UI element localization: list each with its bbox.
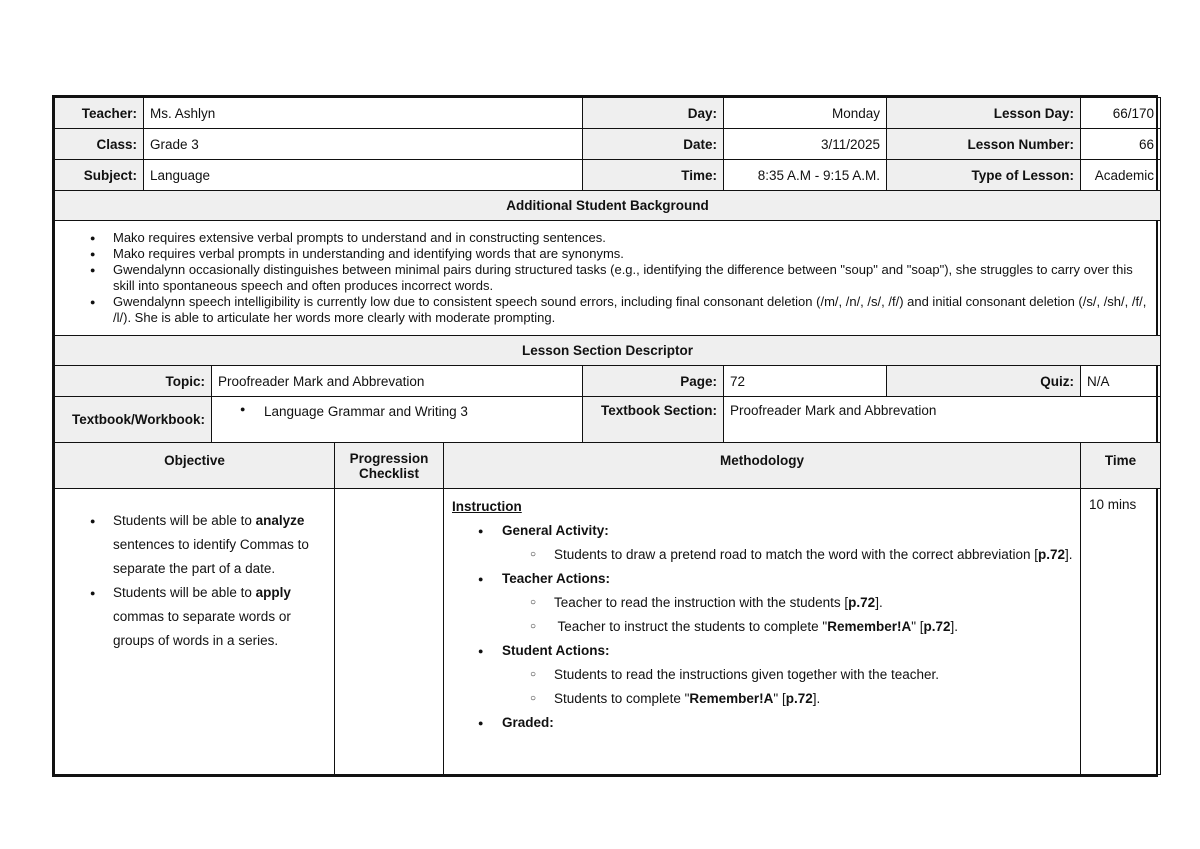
list-item <box>502 519 1074 567</box>
textbook-table <box>54 396 1161 443</box>
lesson-number-value: 66 <box>1081 129 1161 160</box>
textbook-label: Textbook/Workbook: <box>55 397 212 443</box>
lesson-info-table <box>54 97 1161 366</box>
methodology-list <box>452 519 1074 735</box>
list-item <box>502 567 1074 639</box>
background-row <box>55 221 1161 336</box>
list-item: ○ Students to read the instructions given together with the teacher. <box>554 663 1074 687</box>
objective-cell <box>55 489 335 775</box>
activity-ref: Remember!A <box>689 691 774 706</box>
progression-cell <box>335 489 444 775</box>
objective-header: Objective <box>55 443 335 489</box>
date-value: 3/11/2025 <box>724 129 887 160</box>
page-ref: p.72 <box>848 595 876 610</box>
topic-row <box>55 366 1161 397</box>
textbook-row <box>55 397 1161 443</box>
list-item <box>554 591 1074 615</box>
day-label: Day: <box>583 98 724 129</box>
list-item <box>113 509 324 581</box>
student-actions-list <box>502 663 1074 711</box>
teacher-actions-list <box>502 591 1074 639</box>
section-value: Proofreader Mark and Abbrevation <box>724 397 1161 443</box>
item-text: " [ <box>911 619 924 634</box>
teacher-label: Teacher: <box>55 98 144 129</box>
list-item: ● Mako requires verbal prompts in understanding and identifying words that are synonyms. <box>113 246 1152 262</box>
quiz-value: N/A <box>1081 366 1161 397</box>
general-activity-label: General Activity: <box>502 523 609 538</box>
list-item <box>113 581 324 653</box>
list-item: ● Gwendalynn speech intelligibility is currently low due to consistent speech sound errors, including final consonant deletion (/m/, /n/, /s/, /f/) and initial consonant deletion (/s/, /sh/, /f/, /l/). She is able to articulate her words more clearly with moderate prompting. <box>113 294 1152 326</box>
list-item: ● Gwendalynn occasionally distinguishes between minimal pairs during structured tasks (e.g., identifying the difference between "soup" and "soap"), she struggles to carry over this skill into spontaneous speech and often produces incorrect words. <box>113 262 1152 294</box>
plan-body-row <box>55 489 1161 775</box>
topic-label: Topic: <box>55 366 212 397</box>
lesson-day-value: 66/170 <box>1081 98 1161 129</box>
student-actions-label: Student Actions: <box>502 643 610 658</box>
page-ref: p.72 <box>1038 547 1066 562</box>
objective-verb: analyze <box>255 513 305 528</box>
list-item <box>502 639 1074 711</box>
lesson-number-label: Lesson Number: <box>887 129 1081 160</box>
background-title: Additional Student Background <box>55 191 1161 221</box>
class-row <box>55 129 1161 160</box>
activity-ref: Remember!A <box>827 619 912 634</box>
class-label: Class: <box>55 129 144 160</box>
item-text: " [ <box>773 691 786 706</box>
objective-text: Students will be able to <box>113 513 256 528</box>
plan-table <box>54 442 1161 775</box>
descriptor-title: Lesson Section Descriptor <box>55 336 1161 366</box>
type-value: Academic <box>1081 160 1161 191</box>
item-text: ]. <box>812 691 821 706</box>
graded-label: Graded: <box>502 715 554 730</box>
item-text: Teacher to instruct the students to complete " <box>554 619 828 634</box>
lesson-day-label: Lesson Day: <box>887 98 1081 129</box>
objective-list <box>55 489 334 653</box>
date-label: Date: <box>583 129 724 160</box>
time-value: 8:35 A.M - 9:15 A.M. <box>724 160 887 191</box>
item-text: ]. <box>950 619 959 634</box>
item-text: Students to complete " <box>554 691 690 706</box>
methodology-cell <box>444 489 1081 775</box>
descriptor-header-row <box>55 336 1161 366</box>
methodology-content <box>444 489 1080 735</box>
page-ref: p.72 <box>785 691 813 706</box>
objective-verb: apply <box>255 585 291 600</box>
list-item: ● Mako requires extensive verbal prompts to understand and in constructing sentences. <box>113 230 1152 246</box>
time-allocation: 10 mins <box>1081 489 1161 775</box>
page-label: Page: <box>583 366 724 397</box>
list-item <box>554 543 1074 567</box>
textbook-value: ● Language Grammar and Writing 3 <box>264 404 582 419</box>
textbook-list <box>212 404 582 419</box>
objective-text: sentences to identify Commas to separate the part of a date. <box>113 537 309 576</box>
class-value: Grade 3 <box>144 129 583 160</box>
instruction-title: Instruction <box>452 499 522 514</box>
list-item <box>554 615 1074 639</box>
teacher-actions-label: Teacher Actions: <box>502 571 611 586</box>
quiz-label: Quiz: <box>887 366 1081 397</box>
type-label: Type of Lesson: <box>887 160 1081 191</box>
page-ref: p.72 <box>923 619 951 634</box>
page-value: 72 <box>724 366 887 397</box>
teacher-row <box>55 98 1161 129</box>
methodology-header: Methodology <box>444 443 1081 489</box>
general-activity-list <box>502 543 1074 567</box>
item-text: Students to draw a pretend road to match the word with the correct abbreviation [ <box>554 547 1039 562</box>
descriptor-table <box>54 365 1161 397</box>
progression-header: Progression Checklist <box>335 443 444 489</box>
background-cell <box>55 221 1161 336</box>
subject-row <box>55 160 1161 191</box>
topic-value: Proofreader Mark and Abbrevation <box>212 366 583 397</box>
background-header-row <box>55 191 1161 221</box>
list-item <box>502 711 1074 735</box>
textbook-cell <box>212 397 583 443</box>
plan-header-row <box>55 443 1161 489</box>
time-label: Time: <box>583 160 724 191</box>
teacher-value: Ms. Ashlyn <box>144 98 583 129</box>
objective-text: Students will be able to <box>113 585 256 600</box>
item-text: ]. <box>875 595 883 610</box>
day-value: Monday <box>724 98 887 129</box>
item-text: ]. <box>1065 547 1073 562</box>
section-label: Textbook Section: <box>583 397 724 443</box>
subject-label: Subject: <box>55 160 144 191</box>
lesson-plan-sheet <box>52 95 1158 777</box>
item-text: Teacher to read the instruction with the students [ <box>554 595 849 610</box>
objective-text: commas to separate words or groups of words in a series. <box>113 609 291 648</box>
time-header: Time <box>1081 443 1161 489</box>
background-list <box>55 221 1160 335</box>
subject-value: Language <box>144 160 583 191</box>
list-item <box>554 687 1074 711</box>
